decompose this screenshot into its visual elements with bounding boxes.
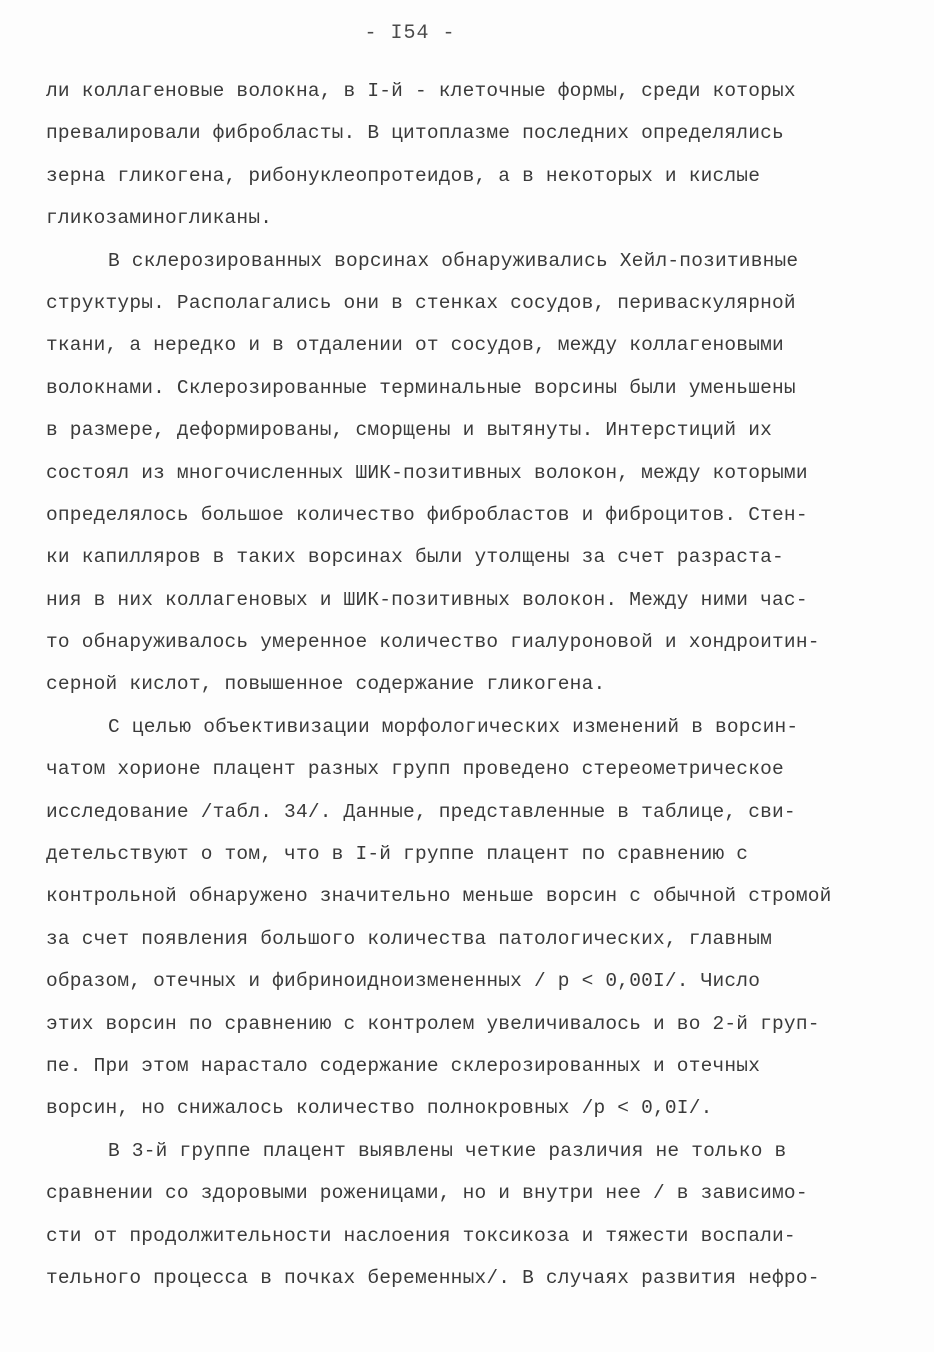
text-line: ли коллагеновые волокна, в I-й - клеточные формы, среди которых [46,80,796,102]
text-line: то обнаруживалось умеренное количество гиалуроновой и хондроитин- [46,631,820,654]
text-line: превалировали фибробласты. В цитоплазме последних определялись [46,122,784,145]
text-line: С целью объективизации морфологических изменений в ворсин- [108,715,799,738]
text-line: тельного процесса в почках беременных/. В случаях развития нефро- [46,1266,820,1289]
text-line: сти от продолжительности наслоения токсикоза и тяжести воспали- [46,1224,796,1247]
text-line: ворсин, но снижалось количество полнокровных /р < 0,0I/. [46,1097,713,1120]
text-line: серной кислот, повышенное содержание гликогена. [46,673,606,696]
text-line: в размере, деформированы, сморщены и вытянуты. Интерстиций их [46,419,773,442]
text-line: контрольной обнаружено значительно меньше ворсин с обычной стромой [46,885,832,908]
text-line: этих ворсин по сравнению с контролем увеличивалось и во 2-й груп- [46,1012,820,1035]
text-line: состоял из многочисленных ШИК-позитивных волокон, между которыми [46,461,808,484]
body-text [46,70,906,1299]
text-line: ния в них коллагеновых и ШИК-позитивных волокон. Между ними час- [46,588,808,611]
text-line: ки капилляров в таких ворсинах были утолщены за счет разраста- [46,546,784,569]
text-line: пе. При этом нарастало содержание склерозированных и отечных [46,1054,761,1077]
text-line: гликозаминогликаны. [46,207,273,230]
text-line: сравнении со здоровыми роженицами, но и внутри нее / в зависимо- [46,1182,808,1205]
text-line: ткани, а нередко и в отдалении от сосудов, между коллагеновыми [46,334,784,357]
text-line: детельствуют о том, что в I-й группе плацент по сравнению с [46,843,749,866]
text-line: образом, отечных и фибриноидноизмененных / р < 0,00I/. Число [46,970,761,993]
text-line: В 3-й группе плацент выявлены четкие различия не только в [108,1139,787,1162]
text-line: зерна гликогена, рибонуклеопротеидов, а в некоторых и кислые [46,164,761,187]
text-line: волокнами. Склерозированные терминальные ворсины были уменьшены [46,376,796,399]
page-number: - I54 - [364,22,456,45]
text-line: определялось большое количество фибробластов и фиброцитов. Стен- [46,503,808,526]
text-line: исследование /табл. 34/. Данные, представленные в таблице, сви- [46,800,796,823]
text-line: В склерозированных ворсинах обнаруживались Хейл-позитивные [108,249,799,272]
text-line: чатом хорионе плацент разных групп проведено стереометрическое [46,758,784,781]
text-line: структуры. Располагались они в стенках сосудов, периваскулярной [46,291,796,314]
text-line: за счет появления большого количества патологических, главным [46,927,773,950]
